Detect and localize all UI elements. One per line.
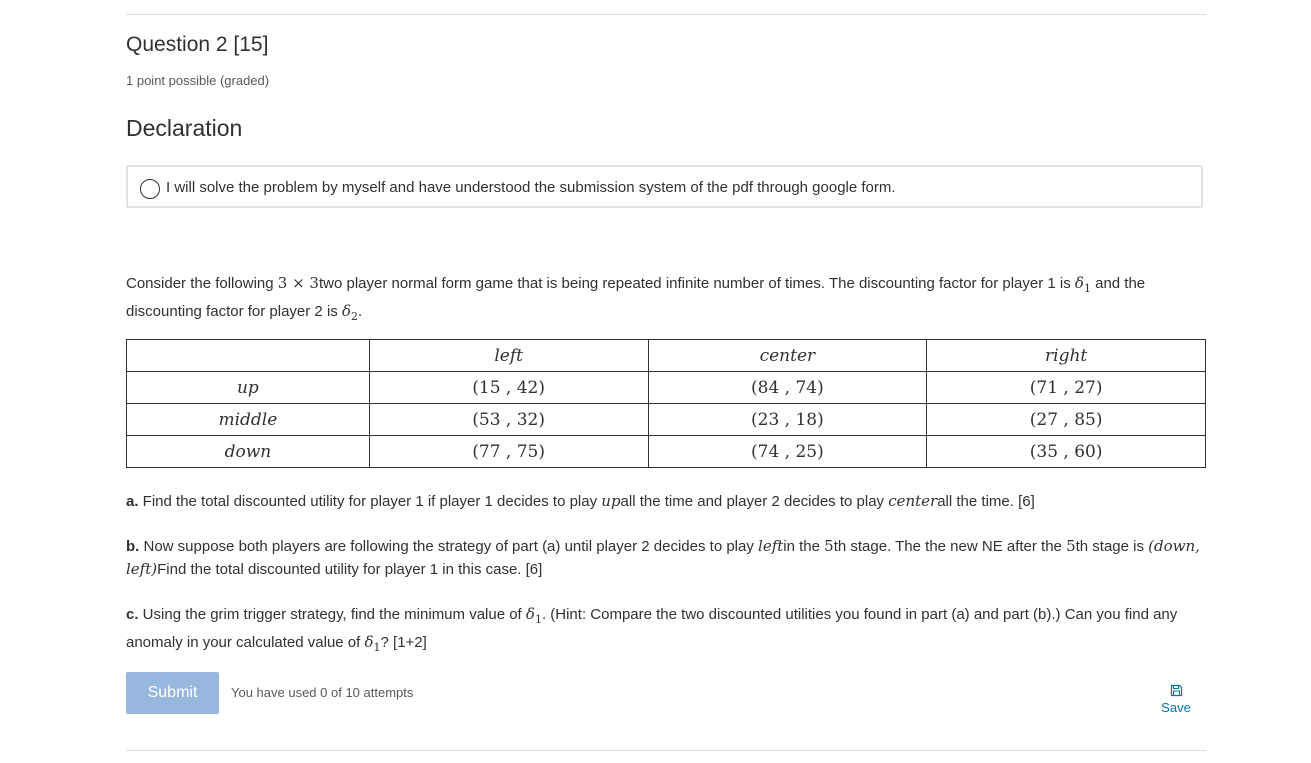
question-title: Question 2 [15] (126, 33, 269, 56)
payoff-cell: (71 , 27) (927, 372, 1206, 404)
part-a: a. Find the total discounted utility for player 1 if player 1 decides to play upall the time and player 2 decides to play centerall the time. [6] (126, 492, 1035, 510)
table-header-row (127, 340, 1206, 372)
save-label[interactable]: Save (1161, 700, 1191, 715)
table-row (127, 372, 1206, 404)
table-header-cell: right (927, 340, 1206, 372)
table-header-cell: center (648, 340, 927, 372)
payoff-cell: (23 , 18) (648, 404, 927, 436)
row-label: middle (127, 404, 370, 436)
row-label: down (127, 436, 370, 468)
declaration-radio[interactable] (140, 179, 160, 199)
part-c: c. Using the grim trigger strategy, find the minimum value of $\delta_1$. (Hint: Compare the two discounted utilities you found in part (a) and part (b).) Can you find any anomaly in your calculated value of $\delta_1$? [1+2] (126, 605, 1178, 654)
row-label: up (127, 372, 370, 404)
table-row (127, 436, 1206, 468)
table-row (127, 404, 1206, 436)
payoff-cell: (35 , 60) (927, 436, 1206, 468)
game-dimensions: 3 × 3 (277, 274, 319, 292)
save-button[interactable] (1155, 684, 1197, 715)
declaration-heading: Declaration (126, 115, 243, 141)
points-subtitle: 1 point possible (graded) (126, 73, 270, 88)
floppy-disk-icon (1170, 684, 1183, 697)
payoff-cell: (53 , 32) (369, 404, 648, 436)
bottom-divider (126, 750, 1206, 751)
attempts-text: You have used 0 of 10 attempts (231, 685, 414, 700)
payoff-table (126, 339, 1206, 468)
payoff-cell: (84 , 74) (648, 372, 927, 404)
problem-intro: Consider the following 3 × 3two player normal form game that is being repeated infinite number of times. The discounting factor for player 1 is $\delta_1$ and the discounting factor for player 2 is $\delta_2$. (126, 274, 1146, 323)
payoff-cell: (74 , 25) (648, 436, 927, 468)
table-header-cell: left (369, 340, 648, 372)
top-divider (126, 14, 1206, 15)
payoff-cell: (27 , 85) (927, 404, 1206, 436)
part-b: b. Now suppose both players are following the strategy of part (a) until player 2 decides to play leftin the 5th stage. The the new NE after the 5th stage is (down, left)Find the total discounted utility for player 1 in this case. [6] (126, 537, 1200, 578)
table-header-cell (127, 340, 370, 372)
declaration-option-label[interactable]: I will solve the problem by myself and have understood the submission system of the pdf through google form. (166, 179, 896, 196)
submit-button[interactable]: Submit (126, 672, 219, 714)
payoff-cell: (77 , 75) (369, 436, 648, 468)
payoff-cell: (15 , 42) (369, 372, 648, 404)
